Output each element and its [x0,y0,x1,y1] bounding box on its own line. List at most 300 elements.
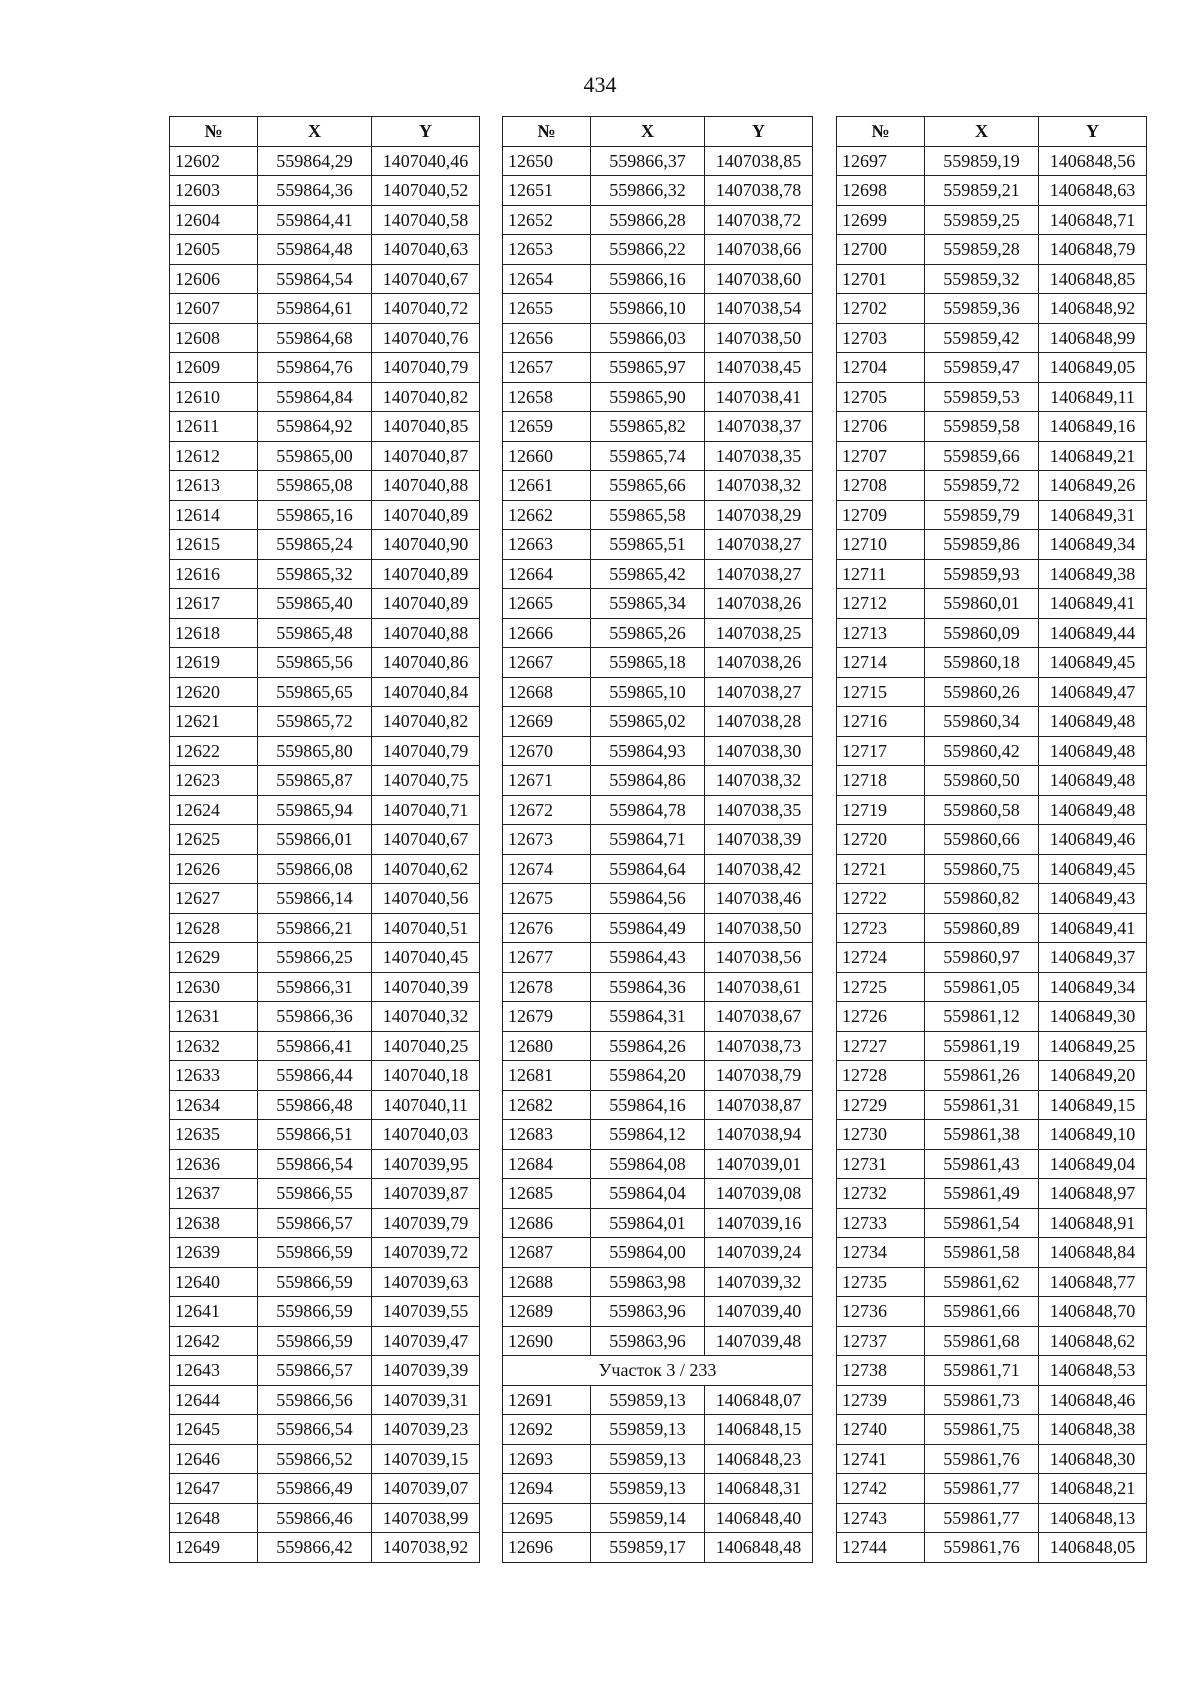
y-coordinate-cell: 1407038,27 [705,530,813,560]
table-row [503,294,813,324]
y-coordinate-cell: 1407038,67 [705,1002,813,1032]
point-number-cell: 12736 [837,1297,925,1327]
point-number-cell: 12674 [503,854,591,884]
x-coordinate-cell: 559861,58 [925,1238,1039,1268]
y-coordinate-cell: 1407039,87 [372,1179,480,1209]
point-number-cell: 12743 [837,1503,925,1533]
x-coordinate-cell: 559866,59 [258,1267,372,1297]
x-coordinate-cell: 559865,87 [258,766,372,796]
y-coordinate-cell: 1407039,23 [372,1415,480,1445]
point-number-cell: 12653 [503,235,591,265]
y-coordinate-cell: 1406849,43 [1039,884,1147,914]
point-number-cell: 12684 [503,1149,591,1179]
x-coordinate-cell: 559861,19 [925,1031,1039,1061]
y-coordinate-cell: 1407040,87 [372,441,480,471]
point-number-cell: 12708 [837,471,925,501]
x-coordinate-cell: 559865,80 [258,736,372,766]
table-row [837,618,1147,648]
point-number-cell: 12696 [503,1533,591,1563]
table-row [837,589,1147,619]
x-coordinate-cell: 559859,25 [925,205,1039,235]
header-y: Y [372,117,480,147]
table-row [837,1297,1147,1327]
x-coordinate-cell: 559864,00 [591,1238,705,1268]
y-coordinate-cell: 1406848,84 [1039,1238,1147,1268]
y-coordinate-cell: 1407039,16 [705,1208,813,1238]
y-coordinate-cell: 1407038,41 [705,382,813,412]
table-row [170,205,480,235]
table-row [503,441,813,471]
x-coordinate-cell: 559866,54 [258,1149,372,1179]
y-coordinate-cell: 1407038,27 [705,559,813,589]
x-coordinate-cell: 559864,56 [591,884,705,914]
y-coordinate-cell: 1407040,71 [372,795,480,825]
y-coordinate-cell: 1407039,55 [372,1297,480,1327]
point-number-cell: 12715 [837,677,925,707]
point-number-cell: 12724 [837,943,925,973]
section-row [503,1356,813,1386]
y-coordinate-cell: 1406849,46 [1039,825,1147,855]
table-row [170,943,480,973]
x-coordinate-cell: 559864,26 [591,1031,705,1061]
x-coordinate-cell: 559864,61 [258,294,372,324]
y-coordinate-cell: 1406849,34 [1039,972,1147,1002]
point-number-cell: 12625 [170,825,258,855]
x-coordinate-cell: 559861,38 [925,1120,1039,1150]
y-coordinate-cell: 1407039,47 [372,1326,480,1356]
x-coordinate-cell: 559866,16 [591,264,705,294]
table-row [503,1031,813,1061]
x-coordinate-cell: 559859,21 [925,176,1039,206]
y-coordinate-cell: 1406849,16 [1039,412,1147,442]
x-coordinate-cell: 559859,28 [925,235,1039,265]
x-coordinate-cell: 559866,37 [591,146,705,176]
point-number-cell: 12664 [503,559,591,589]
y-coordinate-cell: 1407040,72 [372,294,480,324]
table-row [170,707,480,737]
table-row [170,1090,480,1120]
x-coordinate-cell: 559866,46 [258,1503,372,1533]
point-number-cell: 12612 [170,441,258,471]
y-coordinate-cell: 1407038,35 [705,795,813,825]
x-coordinate-cell: 559866,59 [258,1297,372,1327]
table-row [170,825,480,855]
point-number-cell: 12669 [503,707,591,737]
y-coordinate-cell: 1407038,29 [705,500,813,530]
point-number-cell: 12660 [503,441,591,471]
table-row [837,707,1147,737]
y-coordinate-cell: 1407040,88 [372,471,480,501]
y-coordinate-cell: 1407040,56 [372,884,480,914]
y-coordinate-cell: 1406849,44 [1039,618,1147,648]
table-row [503,648,813,678]
x-coordinate-cell: 559859,93 [925,559,1039,589]
header-x: X [925,117,1039,147]
table-row [503,1503,813,1533]
y-coordinate-cell: 1407038,54 [705,294,813,324]
table-row [170,264,480,294]
x-coordinate-cell: 559866,59 [258,1238,372,1268]
x-coordinate-cell: 559861,54 [925,1208,1039,1238]
table-row [837,677,1147,707]
x-coordinate-cell: 559865,18 [591,648,705,678]
x-coordinate-cell: 559865,16 [258,500,372,530]
x-coordinate-cell: 559861,73 [925,1385,1039,1415]
table-row [837,1208,1147,1238]
x-coordinate-cell: 559863,96 [591,1326,705,1356]
table-row [170,382,480,412]
point-number-cell: 12709 [837,500,925,530]
table-row [170,1120,480,1150]
point-number-cell: 12672 [503,795,591,825]
y-coordinate-cell: 1406848,40 [705,1503,813,1533]
section-title: Участок 3 / 233 [503,1356,813,1386]
table-row [503,1238,813,1268]
x-coordinate-cell: 559865,42 [591,559,705,589]
y-coordinate-cell: 1407038,32 [705,471,813,501]
y-coordinate-cell: 1407038,78 [705,176,813,206]
table-row [170,795,480,825]
y-coordinate-cell: 1407040,11 [372,1090,480,1120]
table-row [837,146,1147,176]
point-number-cell: 12739 [837,1385,925,1415]
x-coordinate-cell: 559866,52 [258,1444,372,1474]
table-row [170,353,480,383]
point-number-cell: 12695 [503,1503,591,1533]
y-coordinate-cell: 1407038,66 [705,235,813,265]
point-number-cell: 12737 [837,1326,925,1356]
table-row [503,1179,813,1209]
point-number-cell: 12603 [170,176,258,206]
x-coordinate-cell: 559866,21 [258,913,372,943]
x-coordinate-cell: 559865,51 [591,530,705,560]
x-coordinate-cell: 559866,08 [258,854,372,884]
point-number-cell: 12680 [503,1031,591,1061]
y-coordinate-cell: 1407040,86 [372,648,480,678]
y-coordinate-cell: 1407038,26 [705,589,813,619]
y-coordinate-cell: 1406849,45 [1039,648,1147,678]
table-row [503,471,813,501]
table-row [837,1474,1147,1504]
point-number-cell: 12626 [170,854,258,884]
table-row [837,1090,1147,1120]
point-number-cell: 12651 [503,176,591,206]
y-coordinate-cell: 1407040,84 [372,677,480,707]
x-coordinate-cell: 559865,56 [258,648,372,678]
table-header-row [503,117,813,147]
x-coordinate-cell: 559866,41 [258,1031,372,1061]
point-number-cell: 12630 [170,972,258,1002]
y-coordinate-cell: 1406849,41 [1039,589,1147,619]
table-row [837,1120,1147,1150]
y-coordinate-cell: 1407040,62 [372,854,480,884]
y-coordinate-cell: 1407038,37 [705,412,813,442]
point-number-cell: 12667 [503,648,591,678]
table-row [170,294,480,324]
x-coordinate-cell: 559864,36 [591,972,705,1002]
point-number-cell: 12621 [170,707,258,737]
table-row [170,648,480,678]
point-number-cell: 12632 [170,1031,258,1061]
point-number-cell: 12671 [503,766,591,796]
table-row [503,1208,813,1238]
point-number-cell: 12699 [837,205,925,235]
y-coordinate-cell: 1406849,48 [1039,736,1147,766]
y-coordinate-cell: 1407040,52 [372,176,480,206]
y-coordinate-cell: 1407039,72 [372,1238,480,1268]
table-row [503,972,813,1002]
point-number-cell: 12673 [503,825,591,855]
x-coordinate-cell: 559859,72 [925,471,1039,501]
point-number-cell: 12622 [170,736,258,766]
y-coordinate-cell: 1407040,75 [372,766,480,796]
table-row [837,1326,1147,1356]
point-number-cell: 12605 [170,235,258,265]
x-coordinate-cell: 559860,09 [925,618,1039,648]
x-coordinate-cell: 559865,72 [258,707,372,737]
y-coordinate-cell: 1407038,99 [372,1503,480,1533]
y-coordinate-cell: 1406848,77 [1039,1267,1147,1297]
table-row [503,825,813,855]
x-coordinate-cell: 559864,68 [258,323,372,353]
table-row [503,884,813,914]
table-row [837,1061,1147,1091]
x-coordinate-cell: 559860,89 [925,913,1039,943]
y-coordinate-cell: 1407038,50 [705,323,813,353]
y-coordinate-cell: 1407039,31 [372,1385,480,1415]
y-coordinate-cell: 1406848,15 [705,1415,813,1445]
x-coordinate-cell: 559865,65 [258,677,372,707]
x-coordinate-cell: 559860,66 [925,825,1039,855]
x-coordinate-cell: 559865,74 [591,441,705,471]
page-number: 434 [583,72,617,97]
table-row [170,913,480,943]
point-number-cell: 12607 [170,294,258,324]
x-coordinate-cell: 559861,05 [925,972,1039,1002]
y-coordinate-cell: 1406849,25 [1039,1031,1147,1061]
point-number-cell: 12642 [170,1326,258,1356]
table-body [837,146,1147,1562]
x-coordinate-cell: 559860,26 [925,677,1039,707]
y-coordinate-cell: 1407038,39 [705,825,813,855]
x-coordinate-cell: 559864,31 [591,1002,705,1032]
table-row [503,1474,813,1504]
table-row [503,205,813,235]
table-row [837,205,1147,235]
x-coordinate-cell: 559859,13 [591,1385,705,1415]
x-coordinate-cell: 559865,40 [258,589,372,619]
y-coordinate-cell: 1406849,10 [1039,1120,1147,1150]
y-coordinate-cell: 1407040,03 [372,1120,480,1150]
table-row [503,500,813,530]
y-coordinate-cell: 1407040,46 [372,146,480,176]
point-number-cell: 12711 [837,559,925,589]
table-row [503,854,813,884]
y-coordinate-cell: 1407040,18 [372,1061,480,1091]
table-row [503,589,813,619]
y-coordinate-cell: 1406848,46 [1039,1385,1147,1415]
point-number-cell: 12723 [837,913,925,943]
x-coordinate-cell: 559864,93 [591,736,705,766]
x-coordinate-cell: 559865,32 [258,559,372,589]
x-coordinate-cell: 559861,31 [925,1090,1039,1120]
x-coordinate-cell: 559859,32 [925,264,1039,294]
point-number-cell: 12727 [837,1031,925,1061]
point-number-cell: 12687 [503,1238,591,1268]
x-coordinate-cell: 559864,92 [258,412,372,442]
y-coordinate-cell: 1407040,88 [372,618,480,648]
x-coordinate-cell: 559866,36 [258,1002,372,1032]
table-row [837,235,1147,265]
point-number-cell: 12714 [837,648,925,678]
y-coordinate-cell: 1407038,61 [705,972,813,1002]
x-coordinate-cell: 559859,14 [591,1503,705,1533]
point-number-cell: 12620 [170,677,258,707]
x-coordinate-cell: 559866,14 [258,884,372,914]
point-number-cell: 12726 [837,1002,925,1032]
table-row [170,1061,480,1091]
y-coordinate-cell: 1406848,05 [1039,1533,1147,1563]
y-coordinate-cell: 1407039,32 [705,1267,813,1297]
point-number-cell: 12606 [170,264,258,294]
y-coordinate-cell: 1407040,89 [372,559,480,589]
table-row [503,795,813,825]
table-row [837,1356,1147,1386]
point-number-cell: 12742 [837,1474,925,1504]
point-number-cell: 12688 [503,1267,591,1297]
point-number-cell: 12617 [170,589,258,619]
point-number-cell: 12641 [170,1297,258,1327]
x-coordinate-cell: 559861,68 [925,1326,1039,1356]
y-coordinate-cell: 1406848,91 [1039,1208,1147,1238]
y-coordinate-cell: 1407040,85 [372,412,480,442]
table-row [170,500,480,530]
point-number-cell: 12639 [170,1238,258,1268]
y-coordinate-cell: 1407038,32 [705,766,813,796]
y-coordinate-cell: 1406848,85 [1039,264,1147,294]
y-coordinate-cell: 1407038,50 [705,913,813,943]
point-number-cell: 12679 [503,1002,591,1032]
point-number-cell: 12652 [503,205,591,235]
point-number-cell: 12690 [503,1326,591,1356]
x-coordinate-cell: 559860,42 [925,736,1039,766]
header-y: Y [1039,117,1147,147]
y-coordinate-cell: 1407038,60 [705,264,813,294]
y-coordinate-cell: 1407038,79 [705,1061,813,1091]
x-coordinate-cell: 559866,31 [258,972,372,1002]
y-coordinate-cell: 1407038,27 [705,677,813,707]
point-number-cell: 12689 [503,1297,591,1327]
table-row [503,235,813,265]
header-x: X [591,117,705,147]
table-row [170,1474,480,1504]
point-number-cell: 12633 [170,1061,258,1091]
y-coordinate-cell: 1406849,26 [1039,471,1147,501]
y-coordinate-cell: 1407039,39 [372,1356,480,1386]
y-coordinate-cell: 1406849,15 [1039,1090,1147,1120]
y-coordinate-cell: 1407040,67 [372,264,480,294]
y-coordinate-cell: 1407039,63 [372,1267,480,1297]
x-coordinate-cell: 559863,98 [591,1267,705,1297]
point-number-cell: 12735 [837,1267,925,1297]
y-coordinate-cell: 1407039,79 [372,1208,480,1238]
point-number-cell: 12738 [837,1356,925,1386]
table-row [837,1238,1147,1268]
x-coordinate-cell: 559861,26 [925,1061,1039,1091]
point-number-cell: 12707 [837,441,925,471]
y-coordinate-cell: 1407040,39 [372,972,480,1002]
point-number-cell: 12637 [170,1179,258,1209]
table-row [837,854,1147,884]
y-coordinate-cell: 1406849,45 [1039,854,1147,884]
y-coordinate-cell: 1407039,48 [705,1326,813,1356]
y-coordinate-cell: 1406848,79 [1039,235,1147,265]
table-body [170,146,480,1562]
y-coordinate-cell: 1406848,13 [1039,1503,1147,1533]
y-coordinate-cell: 1406849,04 [1039,1149,1147,1179]
table-row [170,736,480,766]
x-coordinate-cell: 559866,22 [591,235,705,265]
point-number-cell: 12678 [503,972,591,1002]
table-header-row [170,117,480,147]
x-coordinate-cell: 559864,20 [591,1061,705,1091]
x-coordinate-cell: 559859,66 [925,441,1039,471]
point-number-cell: 12643 [170,1356,258,1386]
point-number-cell: 12628 [170,913,258,943]
x-coordinate-cell: 559865,94 [258,795,372,825]
x-coordinate-cell: 559861,76 [925,1444,1039,1474]
table-row [503,530,813,560]
x-coordinate-cell: 559864,48 [258,235,372,265]
table-row [837,441,1147,471]
point-number-cell: 12645 [170,1415,258,1445]
y-coordinate-cell: 1406848,30 [1039,1444,1147,1474]
point-number-cell: 12602 [170,146,258,176]
x-coordinate-cell: 559861,66 [925,1297,1039,1327]
table-row [837,500,1147,530]
x-coordinate-cell: 559863,96 [591,1297,705,1327]
point-number-cell: 12702 [837,294,925,324]
x-coordinate-cell: 559860,97 [925,943,1039,973]
table-row [503,382,813,412]
table-row [503,736,813,766]
y-coordinate-cell: 1406848,38 [1039,1415,1147,1445]
table-row [170,1179,480,1209]
y-coordinate-cell: 1407039,95 [372,1149,480,1179]
x-coordinate-cell: 559866,48 [258,1090,372,1120]
point-number-cell: 12683 [503,1120,591,1150]
table-row [837,1267,1147,1297]
point-number-cell: 12701 [837,264,925,294]
header-x: X [258,117,372,147]
x-coordinate-cell: 559859,79 [925,500,1039,530]
header-y: Y [705,117,813,147]
x-coordinate-cell: 559860,50 [925,766,1039,796]
x-coordinate-cell: 559865,58 [591,500,705,530]
table-row [503,412,813,442]
y-coordinate-cell: 1407040,82 [372,382,480,412]
y-coordinate-cell: 1406849,47 [1039,677,1147,707]
point-number-cell: 12631 [170,1002,258,1032]
point-number-cell: 12627 [170,884,258,914]
x-coordinate-cell: 559861,77 [925,1503,1039,1533]
x-coordinate-cell: 559864,36 [258,176,372,206]
y-coordinate-cell: 1407038,92 [372,1533,480,1563]
y-coordinate-cell: 1406848,63 [1039,176,1147,206]
table-row [170,1533,480,1563]
y-coordinate-cell: 1406849,48 [1039,707,1147,737]
y-coordinate-cell: 1406848,21 [1039,1474,1147,1504]
